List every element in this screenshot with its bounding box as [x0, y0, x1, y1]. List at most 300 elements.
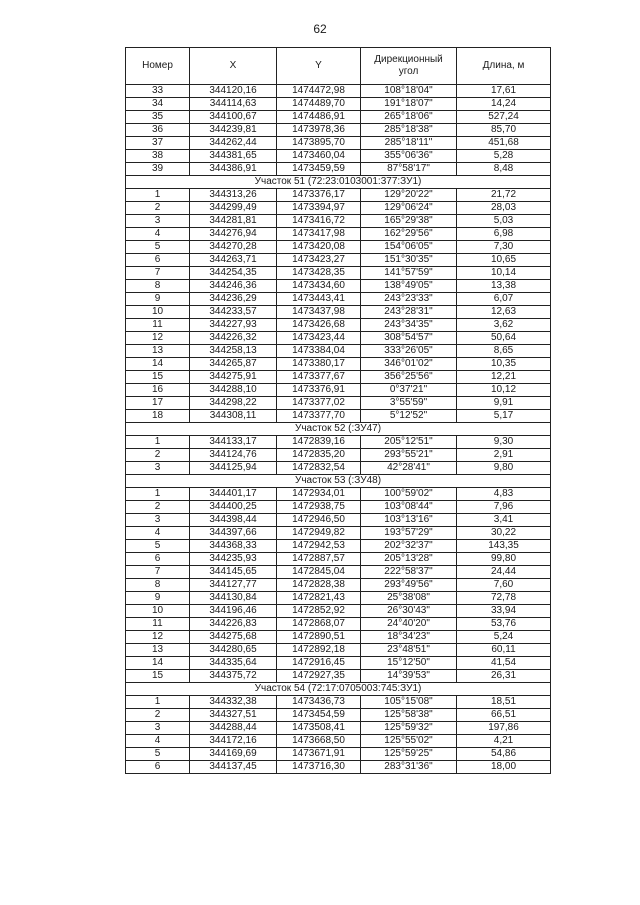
section-title: Участок 52 (:ЗУ47): [126, 423, 551, 436]
cell-angle: 356°25'56": [361, 371, 457, 384]
cell-number: 16: [126, 384, 190, 397]
cell-y: 1473394,97: [277, 202, 361, 215]
cell-angle: 205°13'28": [361, 553, 457, 566]
cell-angle: 87°58'17": [361, 163, 457, 176]
cell-number: 4: [126, 527, 190, 540]
table-row: [126, 98, 551, 111]
cell-angle: 308°54'57": [361, 332, 457, 345]
cell-y: 1473376,17: [277, 189, 361, 202]
cell-angle: 141°57'59": [361, 267, 457, 280]
cell-number: 1: [126, 488, 190, 501]
cell-length: 4,21: [457, 735, 551, 748]
cell-x: 344386,91: [190, 163, 277, 176]
cell-number: 6: [126, 254, 190, 267]
cell-y: 1473443,41: [277, 293, 361, 306]
cell-number: 36: [126, 124, 190, 137]
cell-x: 344254,35: [190, 267, 277, 280]
cell-y: 1473376,91: [277, 384, 361, 397]
cell-angle: 26°30'43": [361, 605, 457, 618]
table-row: [126, 111, 551, 124]
table-row: [126, 267, 551, 280]
cell-x: 344196,46: [190, 605, 277, 618]
cell-y: 1473428,35: [277, 267, 361, 280]
cell-number: 7: [126, 267, 190, 280]
cell-number: 1: [126, 189, 190, 202]
cell-x: 344172,16: [190, 735, 277, 748]
table-row: [126, 566, 551, 579]
cell-angle: 193°57'29": [361, 527, 457, 540]
cell-length: 9,91: [457, 397, 551, 410]
cell-angle: 222°58'37": [361, 566, 457, 579]
cell-length: 2,91: [457, 449, 551, 462]
table-header: [126, 48, 551, 85]
cell-number: 2: [126, 202, 190, 215]
cell-angle: 293°49'56": [361, 579, 457, 592]
cell-number: 3: [126, 514, 190, 527]
cell-y: 1472927,35: [277, 670, 361, 683]
cell-number: 11: [126, 618, 190, 631]
cell-angle: 0°37'21": [361, 384, 457, 397]
cell-x: 344275,68: [190, 631, 277, 644]
cell-x: 344298,22: [190, 397, 277, 410]
cell-length: 41,54: [457, 657, 551, 670]
cell-angle: 355°06'36": [361, 150, 457, 163]
table-row: [126, 501, 551, 514]
cell-x: 344226,32: [190, 332, 277, 345]
cell-y: 1472868,07: [277, 618, 361, 631]
cell-angle: 151°30'35": [361, 254, 457, 267]
cell-length: 26,31: [457, 670, 551, 683]
column-header-y: Y: [277, 48, 361, 85]
cell-x: 344246,36: [190, 280, 277, 293]
section-title: Участок 54 (72:17:0705003:745:ЗУ1): [126, 683, 551, 696]
cell-y: 1474486,91: [277, 111, 361, 124]
table-row: [126, 241, 551, 254]
cell-y: 1473716,30: [277, 761, 361, 774]
cell-angle: 24°40'20": [361, 618, 457, 631]
cell-angle: 3°55'59": [361, 397, 457, 410]
cell-x: 344133,17: [190, 436, 277, 449]
cell-length: 14,24: [457, 98, 551, 111]
cell-length: 6,98: [457, 228, 551, 241]
cell-angle: 100°59'02": [361, 488, 457, 501]
table-row: [126, 306, 551, 319]
cell-length: 7,96: [457, 501, 551, 514]
cell-y: 1472845,04: [277, 566, 361, 579]
cell-number: 6: [126, 761, 190, 774]
cell-angle: 103°08'44": [361, 501, 457, 514]
section-title-row: [126, 423, 551, 436]
cell-number: 3: [126, 462, 190, 475]
cell-x: 344400,25: [190, 501, 277, 514]
cell-y: 1473423,44: [277, 332, 361, 345]
cell-length: 24,44: [457, 566, 551, 579]
table-row: [126, 748, 551, 761]
cell-number: 12: [126, 631, 190, 644]
table-row: [126, 670, 551, 683]
table-row: [126, 527, 551, 540]
cell-length: 5,24: [457, 631, 551, 644]
cell-angle: 243°23'33": [361, 293, 457, 306]
cell-angle: 165°29'38": [361, 215, 457, 228]
cell-length: 21,72: [457, 189, 551, 202]
cell-number: 14: [126, 358, 190, 371]
cell-number: 8: [126, 579, 190, 592]
cell-length: 33,94: [457, 605, 551, 618]
cell-x: 344270,28: [190, 241, 277, 254]
cell-x: 344124,76: [190, 449, 277, 462]
cell-length: 13,38: [457, 280, 551, 293]
cell-y: 1472890,51: [277, 631, 361, 644]
cell-y: 1472852,92: [277, 605, 361, 618]
cell-y: 1473454,59: [277, 709, 361, 722]
table-row: [126, 202, 551, 215]
column-header-length: Длина, м: [457, 48, 551, 85]
cell-x: 344236,29: [190, 293, 277, 306]
cell-y: 1472938,75: [277, 501, 361, 514]
cell-number: 7: [126, 566, 190, 579]
cell-x: 344265,87: [190, 358, 277, 371]
cell-x: 344327,51: [190, 709, 277, 722]
cell-x: 344120,16: [190, 85, 277, 98]
table-row: [126, 280, 551, 293]
cell-y: 1473377,70: [277, 410, 361, 423]
cell-x: 344226,83: [190, 618, 277, 631]
cell-y: 1473978,36: [277, 124, 361, 137]
cell-number: 14: [126, 657, 190, 670]
cell-y: 1473434,60: [277, 280, 361, 293]
cell-x: 344401,17: [190, 488, 277, 501]
cell-number: 15: [126, 670, 190, 683]
cell-y: 1473459,59: [277, 163, 361, 176]
cell-x: 344288,10: [190, 384, 277, 397]
cell-length: 10,35: [457, 358, 551, 371]
cell-number: 4: [126, 735, 190, 748]
cell-length: 28,03: [457, 202, 551, 215]
cell-angle: 154°06'05": [361, 241, 457, 254]
cell-number: 1: [126, 696, 190, 709]
cell-angle: 346°01'02": [361, 358, 457, 371]
cell-number: 12: [126, 332, 190, 345]
cell-y: 1472949,82: [277, 527, 361, 540]
cell-x: 344398,44: [190, 514, 277, 527]
cell-number: 18: [126, 410, 190, 423]
cell-x: 344280,65: [190, 644, 277, 657]
column-header-x: X: [190, 48, 277, 85]
cell-x: 344130,84: [190, 592, 277, 605]
cell-y: 1473508,41: [277, 722, 361, 735]
cell-angle: 333°26'05": [361, 345, 457, 358]
table-row: [126, 488, 551, 501]
cell-length: 451,68: [457, 137, 551, 150]
cell-angle: 285°18'38": [361, 124, 457, 137]
cell-angle: 191°18'07": [361, 98, 457, 111]
cell-number: 37: [126, 137, 190, 150]
table-row: [126, 449, 551, 462]
cell-number: 35: [126, 111, 190, 124]
cell-angle: 202°32'37": [361, 540, 457, 553]
cell-number: 2: [126, 449, 190, 462]
table-row: [126, 358, 551, 371]
cell-angle: 42°28'41": [361, 462, 457, 475]
cell-length: 10,65: [457, 254, 551, 267]
cell-length: 53,76: [457, 618, 551, 631]
cell-y: 1472887,57: [277, 553, 361, 566]
coordinates-table: [125, 47, 551, 774]
cell-x: 344381,65: [190, 150, 277, 163]
cell-angle: 283°31'36": [361, 761, 457, 774]
cell-length: 12,63: [457, 306, 551, 319]
cell-length: 6,07: [457, 293, 551, 306]
cell-angle: 138°49'05": [361, 280, 457, 293]
cell-x: 344299,49: [190, 202, 277, 215]
cell-y: 1473377,02: [277, 397, 361, 410]
cell-length: 3,62: [457, 319, 551, 332]
table-row: [126, 85, 551, 98]
table-row: [126, 384, 551, 397]
cell-number: 1: [126, 436, 190, 449]
section-title: Участок 51 (72:23:0103001:377:ЗУ1): [126, 176, 551, 189]
cell-number: 13: [126, 644, 190, 657]
cell-x: 344332,38: [190, 696, 277, 709]
cell-length: 8,65: [457, 345, 551, 358]
cell-y: 1473417,98: [277, 228, 361, 241]
cell-x: 344375,72: [190, 670, 277, 683]
cell-number: 34: [126, 98, 190, 111]
table-row: [126, 631, 551, 644]
table-row: [126, 514, 551, 527]
cell-y: 1473436,73: [277, 696, 361, 709]
cell-x: 344114,63: [190, 98, 277, 111]
cell-y: 1472946,50: [277, 514, 361, 527]
table-row: [126, 397, 551, 410]
table-row: [126, 228, 551, 241]
cell-length: 85,70: [457, 124, 551, 137]
cell-x: 344288,44: [190, 722, 277, 735]
cell-length: 9,30: [457, 436, 551, 449]
table-row: [126, 254, 551, 267]
table-row: [126, 462, 551, 475]
cell-angle: 5°12'52": [361, 410, 457, 423]
cell-angle: 129°06'24": [361, 202, 457, 215]
cell-number: 38: [126, 150, 190, 163]
cell-number: 2: [126, 501, 190, 514]
cell-y: 1472916,45: [277, 657, 361, 670]
cell-number: 10: [126, 306, 190, 319]
cell-number: 17: [126, 397, 190, 410]
cell-y: 1473420,08: [277, 241, 361, 254]
section-title-row: [126, 683, 551, 696]
cell-x: 344145,65: [190, 566, 277, 579]
cell-length: 60,11: [457, 644, 551, 657]
cell-x: 344227,93: [190, 319, 277, 332]
cell-y: 1473377,67: [277, 371, 361, 384]
cell-x: 344313,26: [190, 189, 277, 202]
cell-angle: 205°12'51": [361, 436, 457, 449]
cell-number: 5: [126, 540, 190, 553]
cell-x: 344276,94: [190, 228, 277, 241]
section-title-row: [126, 176, 551, 189]
table-row: [126, 410, 551, 423]
table-row: [126, 722, 551, 735]
cell-y: 1473668,50: [277, 735, 361, 748]
table-row: [126, 124, 551, 137]
cell-y: 1472832,54: [277, 462, 361, 475]
cell-y: 1473423,27: [277, 254, 361, 267]
cell-angle: 285°18'11": [361, 137, 457, 150]
cell-length: 5,28: [457, 150, 551, 163]
cell-angle: 105°15'08": [361, 696, 457, 709]
cell-x: 344100,67: [190, 111, 277, 124]
cell-length: 66,51: [457, 709, 551, 722]
table-row: [126, 293, 551, 306]
cell-number: 6: [126, 553, 190, 566]
section-title-row: [126, 475, 551, 488]
cell-length: 17,61: [457, 85, 551, 98]
cell-x: 344281,81: [190, 215, 277, 228]
cell-x: 344308,11: [190, 410, 277, 423]
table-row: [126, 553, 551, 566]
cell-y: 1472828,38: [277, 579, 361, 592]
table-row: [126, 150, 551, 163]
cell-angle: 23°48'51": [361, 644, 457, 657]
cell-y: 1473426,68: [277, 319, 361, 332]
cell-x: 344239,81: [190, 124, 277, 137]
cell-angle: 103°13'16": [361, 514, 457, 527]
cell-x: 344258,13: [190, 345, 277, 358]
cell-y: 1473460,04: [277, 150, 361, 163]
cell-angle: 129°20'22": [361, 189, 457, 202]
table-row: [126, 163, 551, 176]
cell-x: 344169,69: [190, 748, 277, 761]
cell-length: 143,35: [457, 540, 551, 553]
cell-number: 10: [126, 605, 190, 618]
cell-y: 1474489,70: [277, 98, 361, 111]
cell-length: 50,64: [457, 332, 551, 345]
cell-y: 1473671,91: [277, 748, 361, 761]
cell-length: 5,17: [457, 410, 551, 423]
cell-angle: 162°29'56": [361, 228, 457, 241]
table-row: [126, 436, 551, 449]
cell-length: 7,60: [457, 579, 551, 592]
table-body: [126, 85, 551, 774]
cell-x: 344368,33: [190, 540, 277, 553]
cell-number: 9: [126, 293, 190, 306]
table-row: [126, 696, 551, 709]
cell-angle: 125°58'38": [361, 709, 457, 722]
table-row: [126, 605, 551, 618]
page-number: 62: [313, 22, 327, 36]
cell-length: 7,30: [457, 241, 551, 254]
cell-length: 10,12: [457, 384, 551, 397]
cell-number: 33: [126, 85, 190, 98]
cell-y: 1472835,20: [277, 449, 361, 462]
table-row: [126, 371, 551, 384]
section-title: Участок 53 (:ЗУ48): [126, 475, 551, 488]
cell-length: 72,78: [457, 592, 551, 605]
cell-x: 344137,45: [190, 761, 277, 774]
cell-y: 1472839,16: [277, 436, 361, 449]
table-row: [126, 644, 551, 657]
header-row: [126, 48, 551, 85]
cell-x: 344235,93: [190, 553, 277, 566]
cell-length: 18,00: [457, 761, 551, 774]
cell-number: 2: [126, 709, 190, 722]
cell-number: 8: [126, 280, 190, 293]
cell-number: 3: [126, 722, 190, 735]
table-row: [126, 540, 551, 553]
table-row: [126, 592, 551, 605]
cell-length: 197,86: [457, 722, 551, 735]
cell-y: 1472934,01: [277, 488, 361, 501]
cell-number: 9: [126, 592, 190, 605]
cell-x: 344275,91: [190, 371, 277, 384]
cell-length: 12,21: [457, 371, 551, 384]
table-row: [126, 332, 551, 345]
cell-x: 344263,71: [190, 254, 277, 267]
cell-x: 344125,94: [190, 462, 277, 475]
cell-y: 1473380,17: [277, 358, 361, 371]
table-row: [126, 657, 551, 670]
cell-number: 39: [126, 163, 190, 176]
column-header-number: Номер: [126, 48, 190, 85]
cell-angle: 293°55'21": [361, 449, 457, 462]
cell-angle: 243°34'35": [361, 319, 457, 332]
table-row: [126, 189, 551, 202]
cell-y: 1474472,98: [277, 85, 361, 98]
cell-y: 1473895,70: [277, 137, 361, 150]
cell-length: 99,80: [457, 553, 551, 566]
cell-length: 18,51: [457, 696, 551, 709]
table-row: [126, 345, 551, 358]
cell-y: 1472821,43: [277, 592, 361, 605]
cell-angle: 15°12'50": [361, 657, 457, 670]
table-row: [126, 215, 551, 228]
cell-length: 3,41: [457, 514, 551, 527]
table-row: [126, 319, 551, 332]
cell-x: 344262,44: [190, 137, 277, 150]
cell-length: 54,86: [457, 748, 551, 761]
cell-x: 344397,66: [190, 527, 277, 540]
cell-angle: 265°18'06": [361, 111, 457, 124]
cell-number: 5: [126, 241, 190, 254]
table-row: [126, 761, 551, 774]
cell-length: 4,83: [457, 488, 551, 501]
cell-x: 344335,64: [190, 657, 277, 670]
cell-number: 5: [126, 748, 190, 761]
cell-y: 1473384,04: [277, 345, 361, 358]
cell-number: 11: [126, 319, 190, 332]
table-row: [126, 618, 551, 631]
cell-y: 1473437,98: [277, 306, 361, 319]
cell-angle: 25°38'08": [361, 592, 457, 605]
table-row: [126, 709, 551, 722]
cell-length: 527,24: [457, 111, 551, 124]
cell-y: 1472892,18: [277, 644, 361, 657]
cell-angle: 14°39'53": [361, 670, 457, 683]
cell-length: 9,80: [457, 462, 551, 475]
column-header-angle: Дирекционный угол: [361, 48, 457, 85]
cell-length: 5,03: [457, 215, 551, 228]
cell-length: 10,14: [457, 267, 551, 280]
cell-angle: 108°18'04": [361, 85, 457, 98]
cell-angle: 18°34'23": [361, 631, 457, 644]
cell-angle: 125°59'32": [361, 722, 457, 735]
cell-angle: 125°59'25": [361, 748, 457, 761]
cell-x: 344127,77: [190, 579, 277, 592]
cell-length: 30,22: [457, 527, 551, 540]
table-row: [126, 137, 551, 150]
